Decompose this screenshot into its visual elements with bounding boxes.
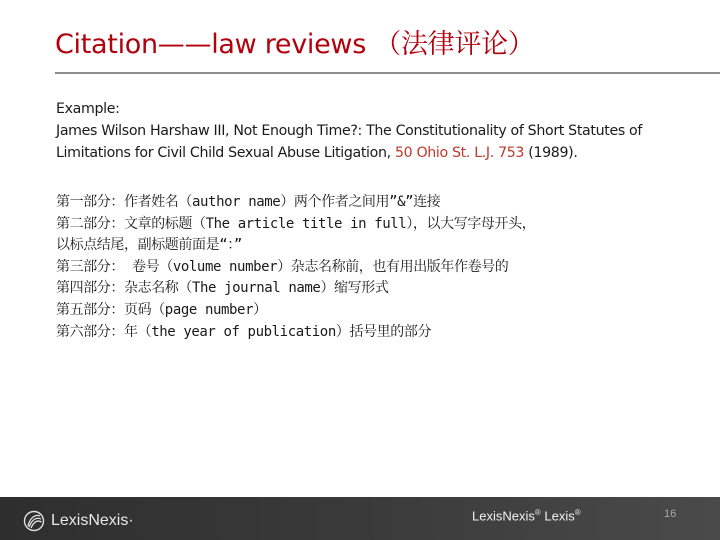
logo-wordmark: LexisNexis xyxy=(51,512,129,529)
example-year: (1989). xyxy=(524,145,578,161)
footer-brand-lexisnexis: LexisNexis xyxy=(472,508,535,524)
title-divider xyxy=(55,72,720,74)
footer-bar xyxy=(0,497,720,540)
part-line-1: 第一部分：作者姓名（author name）两个作者之间用”&”连接 xyxy=(56,194,441,210)
example-block xyxy=(56,98,656,164)
logo-trademark-dot: · xyxy=(128,512,134,529)
part-line-5: 第五部分：页码（page number） xyxy=(56,301,267,318)
citation-source: 50 Ohio St. L.J. 753 xyxy=(394,145,525,161)
footer-brand-lexis: Lexis xyxy=(544,508,575,524)
example-citation xyxy=(56,120,656,164)
slide-body xyxy=(56,98,656,343)
part-line-2-continued: 以标点结尾，副标题前面是“：” xyxy=(56,237,242,254)
lexisnexis-logo xyxy=(23,510,134,532)
part-line-4: 第四部分：杂志名称（The journal name）缩写形式 xyxy=(56,280,389,297)
page-number: 16 xyxy=(664,508,677,520)
part-line-3: 第三部分： 卷号（volume number）杂志名称前，也有用出版年作卷号的 xyxy=(56,258,509,275)
part-line-6: 第六部分：年（the year of publication）括号里的部分 xyxy=(56,323,432,340)
citation-parts-list xyxy=(56,192,656,343)
registered-mark-1: ® xyxy=(534,508,541,517)
slide-title: Citation——law reviews （法律评论） xyxy=(55,29,535,60)
lexisnexis-logo-icon xyxy=(23,510,45,532)
part-line-2: 第二部分：文章的标题（The article title in full），以大写字母开头， xyxy=(56,215,536,232)
example-label: Example: xyxy=(56,101,120,117)
logo-text xyxy=(51,512,134,530)
example-text: James Wilson Harshaw III, Not Enough Time?: The Constitutionality of Short Statutes of Limitations for Civil Child Sexual Abuse Litigation, xyxy=(56,123,643,161)
registered-mark-2: ® xyxy=(574,508,581,517)
footer-brands xyxy=(472,508,581,523)
